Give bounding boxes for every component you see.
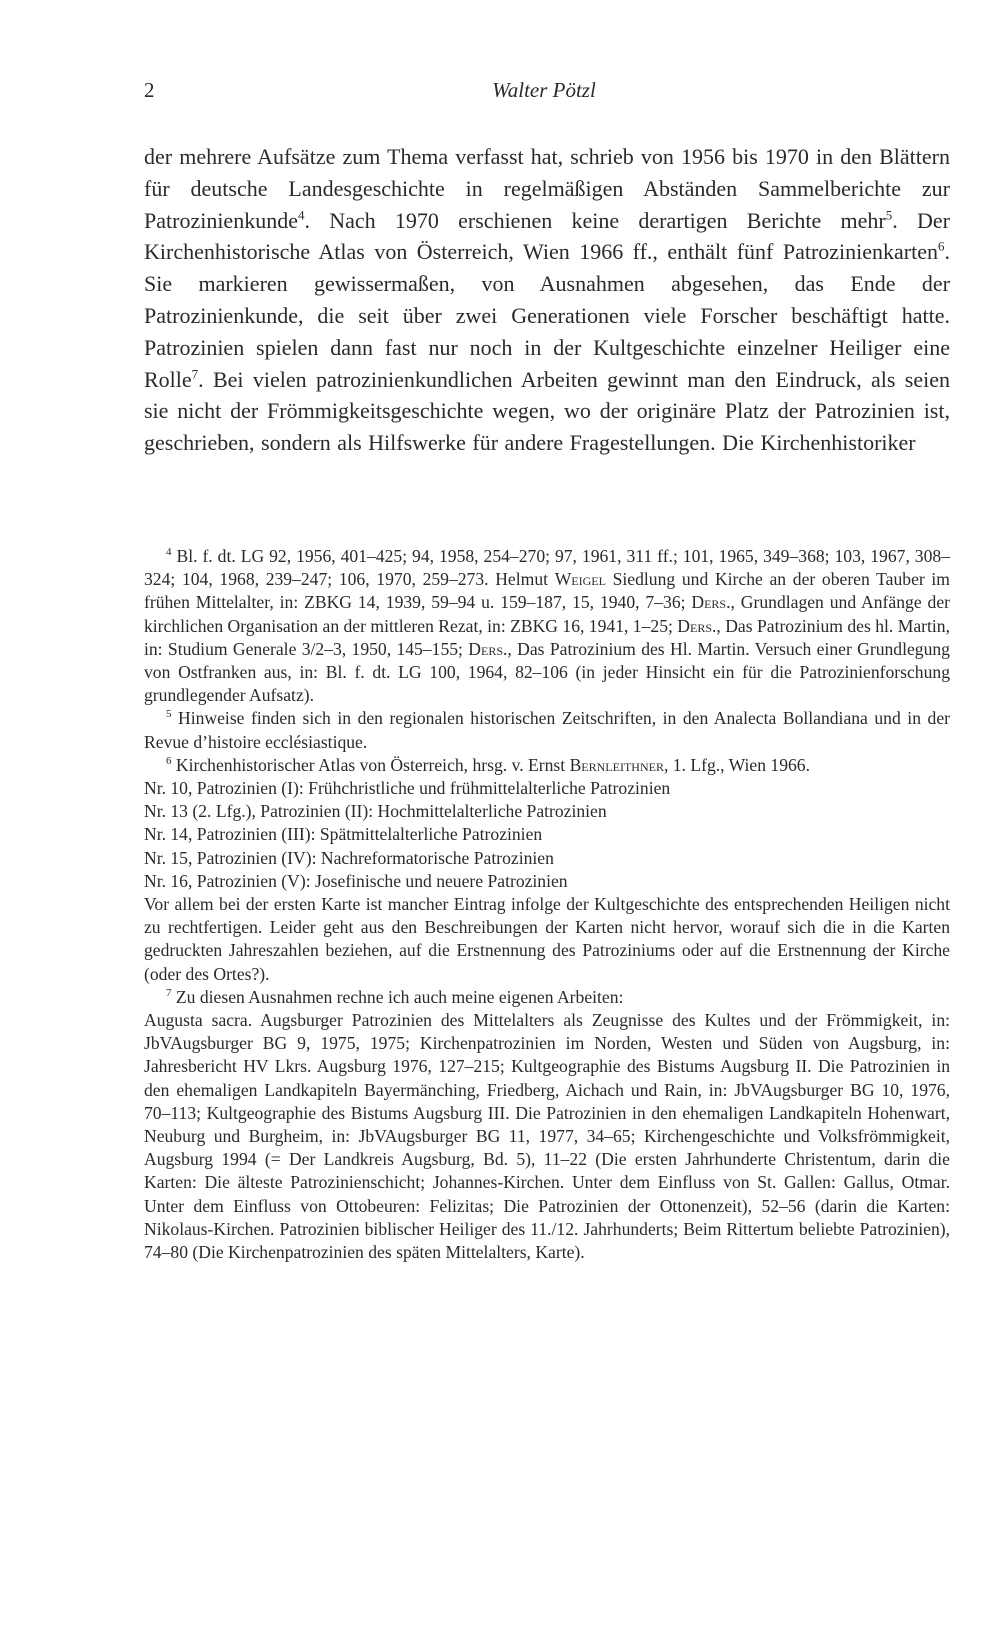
footnote-7 — [144, 986, 950, 1009]
footnote-ref[interactable]: 6 — [938, 239, 945, 255]
footnote-4 — [144, 545, 950, 707]
body-sentence: . Bei vielen patrozinienkundlichen Arbeiten gewinnt man den Eindruck, als seien sie nicht der Frömmigkeitsgeschichte wegen, wo der originäre Platz der Patrozinien ist, geschrieben, sondern als Hilfswerke für andere Fragestellungen. Die Kirchenhistoriker — [144, 366, 950, 456]
author-name: Bernleithner — [569, 754, 664, 775]
footnote-text: , 1. Lfg., Wien 1966. — [663, 754, 811, 775]
footnotes-section — [144, 545, 950, 1264]
footnote-text: , Das Patrozinium des hl. Martin, in: Studium Generale 3/2–3, 1950, 145–155; — [144, 615, 950, 659]
map-list-item: Nr. 13 (2. Lfg.), Patrozinien (II): Hochmittelalterliche Patrozinien — [144, 801, 607, 822]
map-list-item: Nr. 14, Patrozinien (III): Spätmittelalterliche Patrozinien — [144, 824, 543, 845]
page-number: 2 — [144, 78, 155, 102]
body-paragraph — [144, 141, 950, 459]
footnote-mark: 4 — [166, 546, 172, 559]
body-sentence: der mehrere Aufsätze zum Thema verfasst hat, schrieb von 1956 bis 1970 in den Blättern für deutsche Landesgeschichte in regelmäßigen Abständen Sammelberichte zur Patrozinienkunde — [144, 144, 950, 233]
author-name: Ders. — [691, 592, 731, 613]
body-sentence: . Der Kirchenhistorische Atlas von Österreich, Wien 1966 ff., enthält fünf Patrozinienkarten — [144, 207, 950, 265]
footnote-ref[interactable]: 7 — [191, 366, 199, 382]
running-head — [144, 78, 944, 108]
author-name: Ders. — [468, 638, 508, 659]
footnote-6 — [144, 754, 950, 777]
footnote-text: Kirchenhistorischer Atlas von Österreich, hrsg. v. Ernst — [175, 754, 570, 775]
footnote-text: , Grundlagen und Anfänge der kirchlichen Organisation an der mittleren Rezat, in: ZBKG 16, 1941, 1–25; — [144, 592, 950, 636]
footnote-text: Hinweise finden sich in den regionalen historischen Zeitschriften, in den Analecta Bollandiana und in der Revue d’histoire ecclésiastique. — [144, 708, 950, 752]
body-sentence: . Sie markieren gewissermaßen, von Ausnahmen abgesehen, das Ende der Patrozinienkunde, die seit über zwei Generationen viele Forscher beschäftigt hatte. Patrozinien spielen dann fast nur noch in der Kultgeschichte einzelner Heiliger eine Rolle — [144, 239, 950, 392]
footnote-text: Bl. f. dt. LG 92, 1956, 401–425; 94, 1958, 254–270; 97, 1961, 311 ff.; 101, 1965, 349–368; 103, 1967, 308–324; 104, 1968, 239–247; 106, 1970, 259–273. Helmut — [144, 546, 950, 590]
footnote-text: Augusta sacra. Augsburger Patrozinien des Mittelalters als Zeugnisse des Kultes und der Frömmigkeit, in: JbVAugsburger BG 9, 1975, 1975; Kirchenpatrozinien im Norden, Westen und Süden von Augsburg, in: Jahresbericht HV Lkrs. Augsburg 1976, 127–215; Kultgeographie des Bistums Augsburg II. Die Patrozinien in den ehemaligen Landkapiteln Bayermänching, Friedberg, Aichach und Rain, in: JbVAugsburger BG 10, 1976, 70–113; Kultgeographie des Bistums Augsburg III. Die Patrozinien in den ehemaligen Landkapiteln Hohenwart, Neuburg und Burgheim, in: JbVAugsburger BG 11, 1977, 34–65; Kirchengeschichte und Volksfrömmigkeit, Augsburg 1994 (= Der Landkreis Augsburg, Bd. 5), 11–22 (Die ersten Jahrhunderte Christentum, darin die Karten: Die älteste Patrozinienschicht; Johannes-Kirchen. Unter dem Einfluss von St. Gallen: Gallus, Otmar. Unter dem Einfluss von Ottobeuren: Felizitas; Die Patrozinien der Ottonenzeit), 52–56 (darin die Karten: Nikolaus-Kirchen. Patrozinien biblischer Heiliger des 11./12. Jahrhunderts; Beim Rittertum beliebte Patrozinien), 74–80 (Die Kirchenpatrozinien des späten Mittelalters, Karte). — [144, 1010, 950, 1263]
footnote-mark: 5 — [166, 708, 172, 721]
footnote-text: Zu diesen Ausnahmen rechne ich auch meine eigenen Arbeiten: — [175, 986, 624, 1007]
footnote-text: , Das Patrozinium des Hl. Martin. Versuch einer Grundlegung von Ostfranken aus, in: Bl. f. dt. LG 100, 1964, 82–106 (in jeder Hinsicht ein für die Patrozinienforschung grundlegender Aufsatz). — [144, 638, 950, 706]
map-list-item: Nr. 16, Patrozinien (V): Josefinische und neuere Patrozinien — [144, 870, 568, 891]
body-sentence: . Nach 1970 erschienen keine derartigen Berichte mehr — [304, 207, 886, 233]
footnote-mark: 6 — [166, 754, 172, 767]
footnote-text: Vor allem bei der ersten Karte ist mancher Eintrag infolge der Kultgeschichte des entsprechenden Heiligen nicht zu rechtfertigen. Leider geht aus den Beschreibungen der Karten nicht hervor, worauf sich die in die Karten gedruckten Jahreszahlen beziehen, auf die Erstnennung des Patroziniums oder auf die Erstnennung der Kirche (oder des Ortes?). — [144, 894, 950, 984]
footnote-ref[interactable]: 5 — [885, 207, 893, 223]
map-list-item: Nr. 15, Patrozinien (IV): Nachreformatorische Patrozinien — [144, 847, 554, 868]
footnote-5 — [144, 707, 950, 753]
footnote-mark: 7 — [166, 987, 172, 999]
author-name: Ders. — [677, 615, 717, 636]
footnote-ref[interactable]: 4 — [297, 207, 305, 223]
footnote-text: Siedlung und Kirche an der oberen Tauber im frühen Mittelalter, in: ZBKG 14, 1939, 59–94 u. 159–187, 15, 1940, 7–36; — [144, 569, 950, 613]
map-list-item: Nr. 10, Patrozinien (I): Frühchristliche und frühmittelalterliche Patrozinien — [144, 778, 671, 799]
author-name: Weigel — [554, 569, 606, 590]
running-title: Walter Pötzl — [492, 78, 596, 102]
